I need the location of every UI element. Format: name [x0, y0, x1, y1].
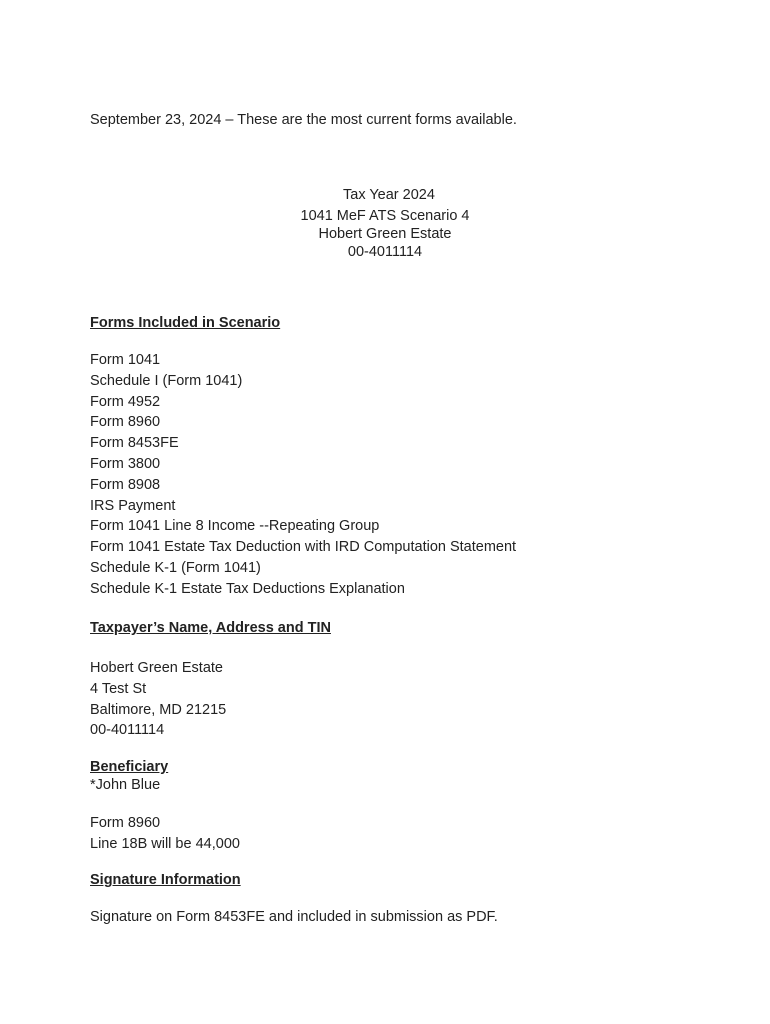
list-item: Schedule I (Form 1041): [90, 372, 243, 389]
list-item: Form 8908: [90, 476, 161, 493]
taxpayer-tin: 00-4011114: [90, 722, 165, 739]
taxpayer-name: Hobert Green Estate: [90, 660, 223, 676]
forms-list: [90, 350, 516, 600]
tax-year: Tax Year 2024: [343, 187, 435, 203]
list-item: Schedule K-1 (Form 1041): [90, 559, 261, 576]
taxpayer-city: Baltimore, MD 21215: [90, 701, 227, 718]
forms-heading: Forms Included in Scenario: [90, 315, 281, 331]
beneficiary-heading: Beneficiary: [90, 759, 169, 775]
taxpayer-address: [90, 658, 226, 741]
list-item: Form 1041: [90, 352, 161, 368]
taxpayer-street: 4 Test St: [90, 680, 147, 697]
entity-name: Hobert Green Estate: [318, 226, 452, 242]
list-item: Form 8960: [90, 414, 161, 431]
date-line: September 23, 2024 – These are the most current forms available.: [90, 112, 517, 128]
list-item: Schedule K-1 Estate Tax Deductions Explanation: [90, 580, 405, 597]
list-item: Form 8453FE: [90, 435, 179, 452]
list-item: IRS Payment: [90, 497, 176, 514]
signature-heading: Signature Information: [90, 872, 241, 888]
entity-tin: 00-4011114: [347, 244, 423, 260]
form-8960-line: Line 18B will be 44,000: [90, 836, 240, 852]
list-item: Form 3800: [90, 455, 161, 472]
scenario-title: 1041 MeF ATS Scenario 4: [300, 208, 470, 224]
signature-text: Signature on Form 8453FE and included in submission as PDF.: [90, 909, 498, 925]
form-8960-title: Form 8960: [90, 815, 161, 831]
list-item: Form 1041 Line 8 Income --Repeating Group: [90, 518, 380, 535]
list-item: Form 1041 Estate Tax Deduction with IRD Computation Statement: [90, 539, 517, 556]
list-item: Form 4952: [90, 393, 161, 410]
beneficiary-name: *John Blue: [90, 777, 161, 793]
taxpayer-heading: Taxpayer’s Name, Address and TIN: [90, 620, 331, 636]
